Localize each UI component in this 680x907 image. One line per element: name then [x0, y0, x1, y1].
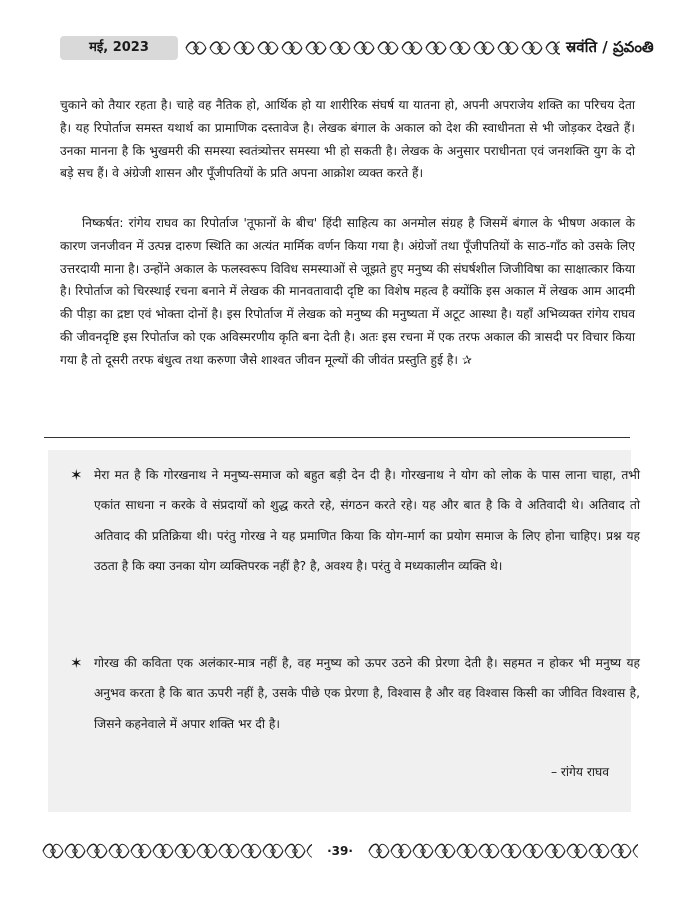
- page-footer: [42, 840, 638, 862]
- page-number-value: 39: [331, 844, 349, 858]
- body-paragraph-2-text: निष्कर्षत: रांगेय राघव का रिपोर्ताज 'तूफानों के बीच' हिंदी साहित्य का अनमोल संग्रह है जिसमें बंगाल के भीषण अकाल के कारण जनजीवन में उत्पन्न दारुण स्थिति का अत्यंत मार्मिक वर्णन किया गया है। अंग्रेजों तथा पूँजीपतियों के साठ-गाँठ को उसके लिए उत्तरदायी माना है। उन्होंने अकाल के फलस्वरूप विविध समस्याओं से जूझते हुए मनुष्य की संघर्षशील जिजीविषा का साक्षात्कार किया है। रिपोर्ताज को चिरस्थाई रचना बनाने में लेखक की मानवतावादी दृष्टि का विशेष महत्व है क्योंकि इस अकाल में लेखक आम आदमी की पीड़ा का द्रष्टा एवं भोक्ता दोनों है। इस रिपोर्ताज में लेखक को मनुष्य की मनुष्यता में अटूट आस्था है। यहाँ अभिव्यक्त रांगेय राघव की जीवनदृष्टि इस रिपोर्ताज को एक अविस्मरणीय कृति बना देती है। अतः इस रचना में एक तरफ अकाल की त्रासदी पर विचार किया गया है तो दूसरी तरफ बंधुत्व तथा करुणा जैसे शाश्वत जीवन मूल्यों की जीवंत प्रस्तुति हुई है।: [60, 216, 635, 367]
- quote-text: मेरा मत है कि गोरखनाथ ने मनुष्य-समाज को बहुत बड़ी देन दी है। गोरखनाथ ने योग को लोक के पास लाना चाहा, तभी एकांत साधना न करके वे संप्रदायों को शुद्ध करते रहे, संगठन करते रहे। यह और बात है कि वे अतिवादी थे। अतिवाद तो अतिवाद की प्रतिक्रिया थी। परंतु गोरख ने यह प्रमाणित किया कि योग-मार्ग का प्रयोग समाज के लिए होना चाहिए। प्रश्न यह उठता है कि क्या उनका योग व्यक्तिपरक नहीं है? है, अवश्य है। परंतु वे मध्यकालीन व्यक्ति थे।: [94, 468, 640, 574]
- section-divider: [44, 437, 630, 438]
- body-paragraph-1: चुकाने को तैयार रहता है। चाहे वह नैतिक हो, आर्थिक हो या शारीरिक संघर्ष या यातना हो, अपनी अपराजेय शक्ति का परिचय देता है। यह रिपोर्ताज समस्त यथार्थ का प्रामाणिक दस्तावेज है। लेखक बंगाल के अकाल को देश की स्वाधीनता से भी जोड़कर देखते हैं। उनका मानना है कि भुखमरी की समस्या स्वतंत्र्योत्तर समस्या भी हो सकती है। लेखक के अनुसार पराधीनता एवं जनशक्ति युग के दो बड़े सच हैं। वे अंग्रेजी शासन और पूँजीपतियों के प्रति अपना आक्रोश व्यक्त करते हैं।: [60, 98, 635, 181]
- header-ornament-border: [184, 38, 560, 58]
- star-bullet-icon: ✶: [70, 654, 83, 672]
- page-header: [60, 36, 654, 60]
- quote-box: [48, 450, 640, 812]
- star-bullet-icon: ✶: [70, 466, 83, 484]
- quote-text: गोरख की कविता एक अलंकार-मात्र नहीं है, वह मनुष्य को ऊपर उठने की प्रेरणा देती है। सहमत न होकर भी मनुष्य यह अनुभव करता है कि बात ऊपरी नहीं है, उसके पीछे एक प्रेरणा है, विश्वास है और वह विश्वास किसी का जीवित विश्वास है, जिसने कहनेवाले में अपार शक्ति भर दी है।: [94, 656, 640, 731]
- issue-date: मई, 2023: [60, 36, 178, 60]
- footer-ornament-right: [368, 840, 638, 862]
- quote-attribution: – रांगेय राघव: [550, 765, 609, 779]
- footer-ornament-left: [42, 840, 312, 862]
- body-paragraph-2: [60, 212, 635, 372]
- page-number: ·39·: [327, 844, 353, 858]
- magazine-name: स्रवंति / ప్రవంతి: [566, 38, 654, 56]
- end-star-icon: ✰: [461, 352, 472, 367]
